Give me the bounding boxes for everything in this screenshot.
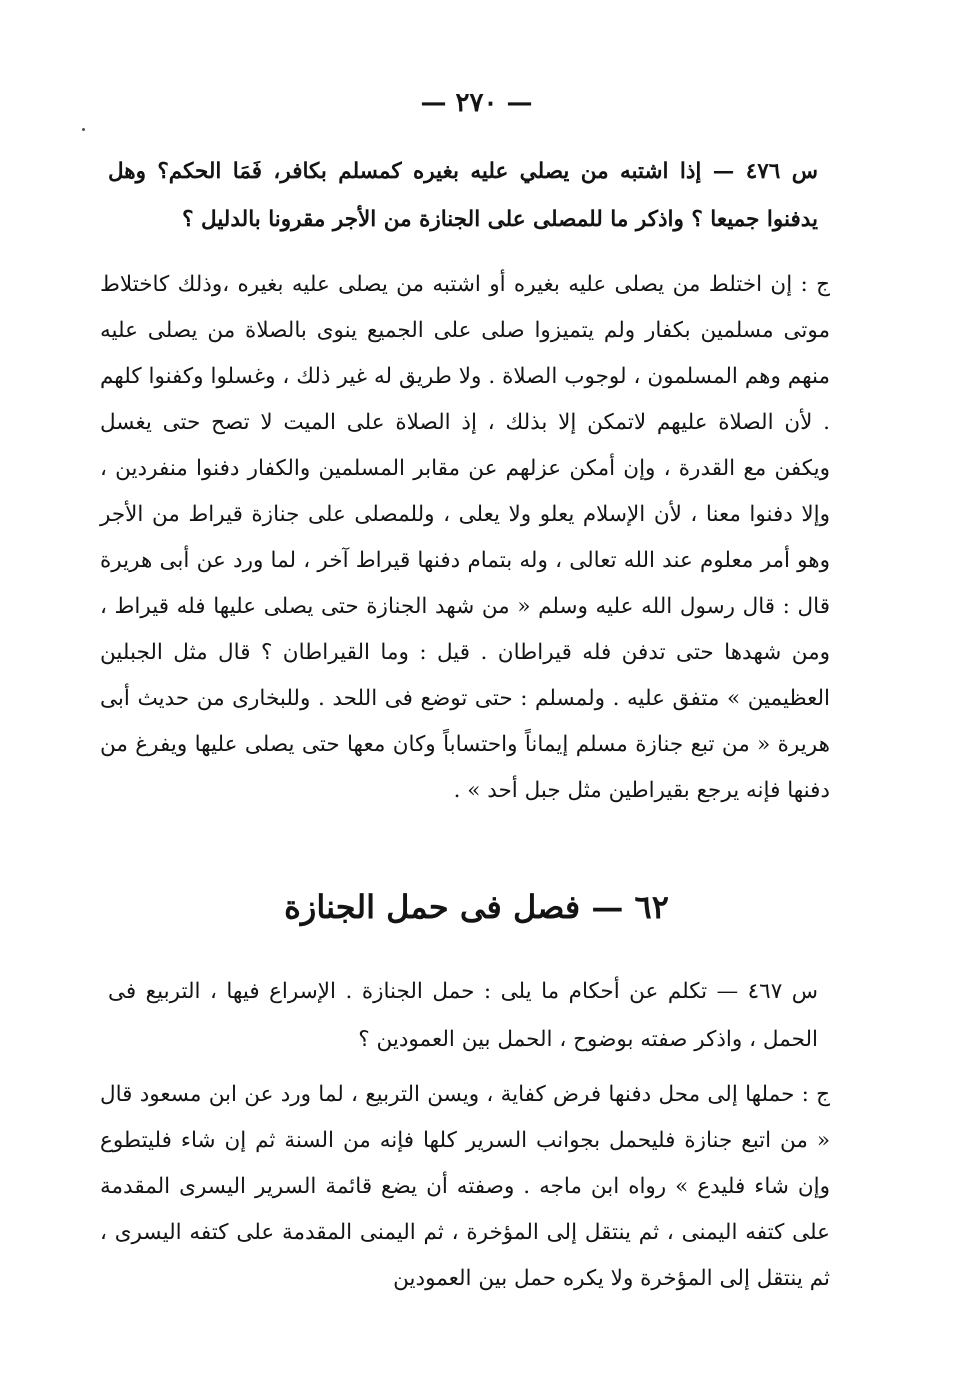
answer-467: ج : حملها إلى محل دفنها فرض كفاية ، ويسن التربيع ، لما ورد عن ابن مسعود قال « من اتبع جنازة فليحمل بجوانب السرير كلها فإنه من السنة ثم إن شاء فليتطوع وإن شاء فليدع » رواه ابن ماجه . وصفته أن يضع قائمة السرير اليسرى المقدمة على كتفه اليمنى ، ثم ينتقل إلى المؤخرة ، ثم اليمنى المقدمة على كتفه اليسرى ، ثم ينتقل إلى المؤخرة ولا يكره حمل بين العمودين [100, 1082, 830, 1291]
section-heading: ٦٢ — فصل فى حمل الجنازة [284, 888, 669, 926]
page-number: — ٢٧٠ — [420, 88, 533, 118]
question-467: س ٤٦٧ — تكلم عن أحكام ما يلى : حمل الجنازة . الإسراع فيها ، التربيع فى الحمل ، واذكر صفته بوضوح ، الحمل بين العمودين ؟ [108, 979, 818, 1052]
answer-476: ج : إن اختلط من يصلى عليه بغيره أو اشتبه من يصلى عليه بغيره ،وذلك كاختلاط موتى مسلمين بكفار ولم يتميزوا صلى على الجميع ينوى بالصلاة من يصلى عليه منهم وهم المسلمون ، لوجوب الصلاة . ولا طريق له غير ذلك ، وغسلوا وكفنوا كلهم . لأن الصلاة عليهم لاتمكن إلا بذلك ، إذ الصلاة على الميت لا تصح حتى يغسل ويكفن مع القدرة ، وإن أمكن عزلهم عن مقابر المسلمين والكفار دفنوا منفردين ، وإلا دفنوا معنا ، لأن الإسلام يعلو ولا يعلى ، وللمصلى على جنازة قيراط من الأجر وهو أمر معلوم عند الله تعالى ، وله بتمام دفنها قيراط آخر ، لما ورد عن أبى هريرة قال : قال رسول الله عليه وسلم « من شهد الجنازة حتى يصلى عليها فله قيراط ، ومن شهدها حتى تدفن فله قيراطان . قيل : وما القيراطان ؟ قال مثل الجبلين العظيمين » متفق عليه . ولمسلم : حتى توضع فى اللحد . وللبخارى من حديث أبى هريرة « من تبع جنازة مسلم إيماناً واحتساباً وكان معها حتى يصلى عليها ويفرغ من دفنها فإنه يرجع بقيراطين مثل جبل أحد » . [100, 272, 830, 803]
ink-speck [82, 128, 85, 131]
question-476: س ٤٧٦ — إذا اشتبه من يصلي عليه بغيره كمسلم بكافر، فَمَا الحكم؟ وهل يدفنوا جميعا ؟ واذكر ما للمصلى على الجنازة من الأجر مقرونا بالدليل ؟ [108, 159, 818, 232]
